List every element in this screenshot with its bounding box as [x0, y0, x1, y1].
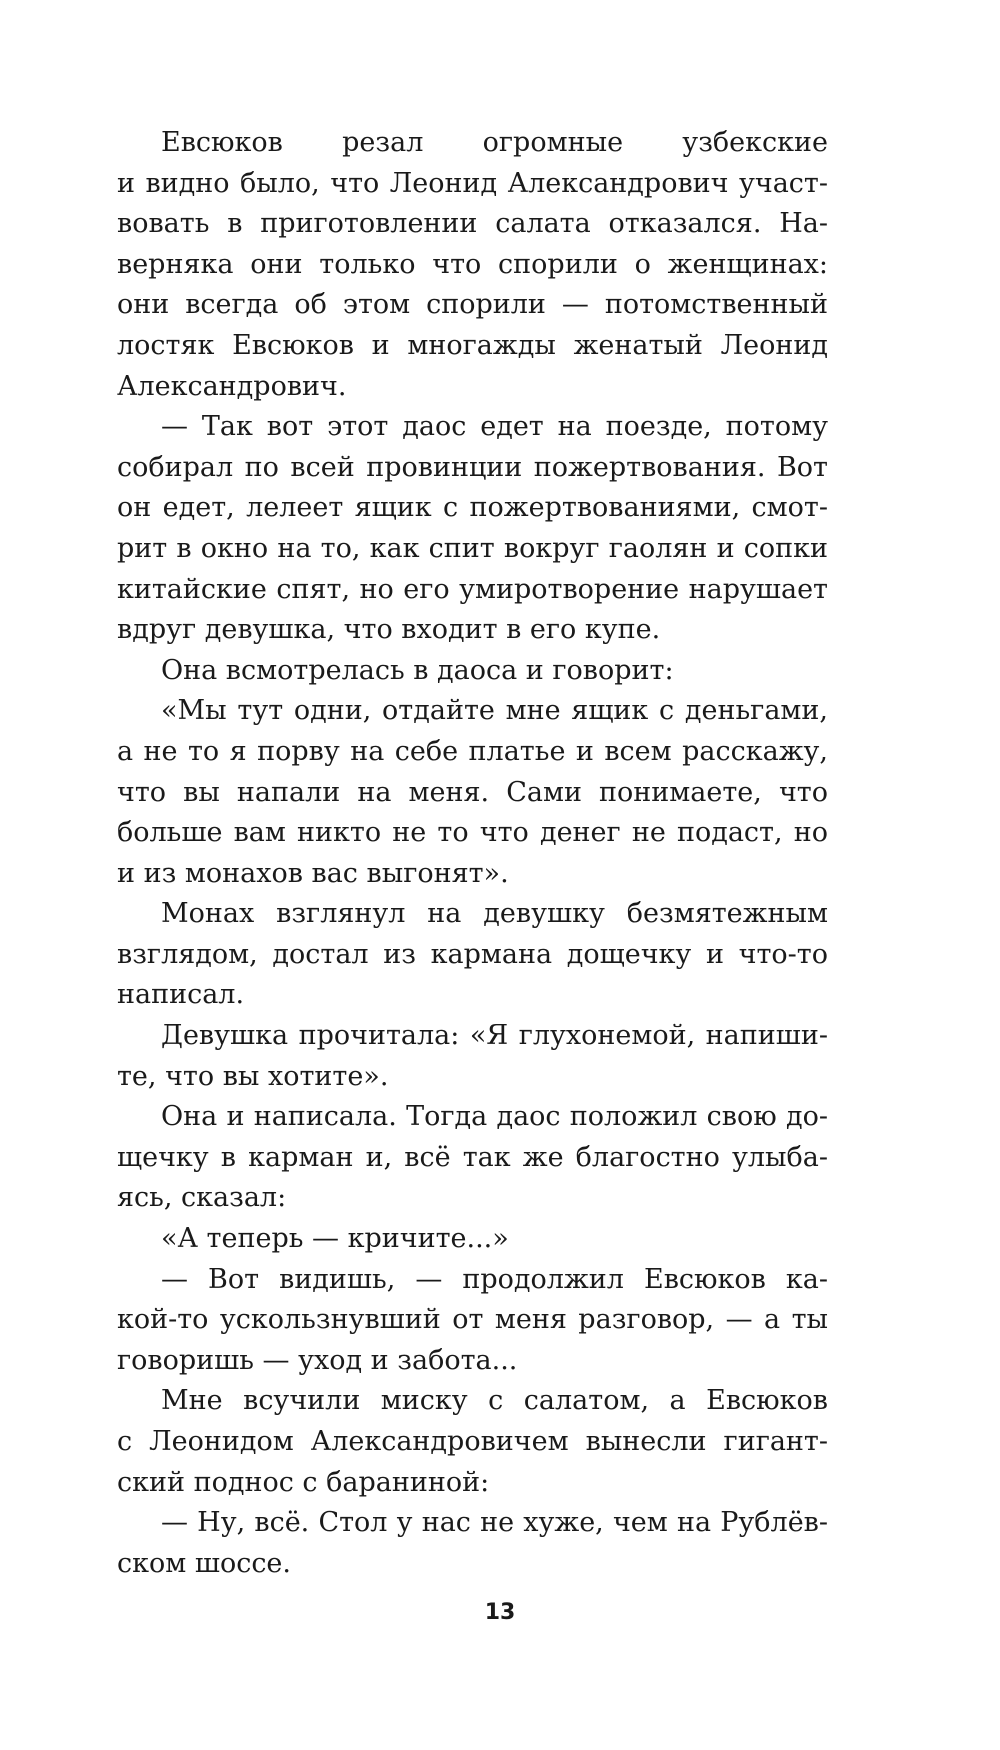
text-line: а не то я порву на себе платье и всем расскажу,: [117, 735, 828, 767]
text-line: — Так вот этот даос едет на поезде, потому: [161, 411, 828, 443]
text-line: с Леонидом Александровичем вынесли гигант-: [117, 1426, 828, 1457]
text-line: щечку в карман и, всё так же благостно улыба-: [117, 1141, 828, 1173]
text-line: ясь, сказал:: [117, 1182, 287, 1214]
text-line: вовать в приготовлении салата отказался. На-: [117, 208, 828, 240]
text-line: Александрович.: [117, 370, 347, 402]
text-line: больше вам никто не то что денег не подаст, но: [117, 817, 828, 849]
text-line: Мне всучили миску с салатом, а Евсюков: [161, 1385, 828, 1417]
page-number: 13: [484, 1600, 516, 1625]
text-line: «А теперь — кричите...»: [161, 1223, 509, 1255]
text-line: ском шоссе.: [117, 1547, 291, 1579]
text-line: лостяк Евсюков и многажды женатый Леонид: [117, 329, 828, 361]
text-line: Девушка прочитала: «Я глухонемой, напиши-: [161, 1020, 828, 1052]
text-line: ский поднос с бараниной:: [117, 1466, 490, 1498]
text-line: кой-то ускользнувший от меня разговор, — а ты: [117, 1304, 828, 1336]
text-line: вдруг девушка, что входит в его купе.: [117, 614, 661, 646]
text-line: «Мы тут одни, отдайте мне ящик с деньгами,: [161, 695, 828, 727]
text-line: он едет, лелеет ящик с пожертвованиями, смот-: [117, 492, 828, 524]
text-line: Она всмотрелась в даоса и говорит:: [161, 654, 674, 686]
body-text: [117, 123, 828, 1584]
text-line: взглядом, достал из кармана дощечку и что-то: [117, 938, 828, 970]
text-line: Евсюков резал огромные узбекские: [161, 127, 828, 158]
text-line: собирал по всей провинции пожертвования. Вот: [117, 451, 828, 483]
text-line: написал.: [117, 979, 245, 1011]
text-line: они всегда об этом спорили — потомственный: [117, 289, 828, 321]
text-line: верняка они только что спорили о женщинах:: [117, 248, 828, 280]
text-line: и видно было, что Леонид Александрович участ-: [117, 167, 828, 199]
text-line: — Ну, всё. Стол у нас не хуже, чем на Рублёв-: [161, 1507, 828, 1539]
text-line: те, что вы хотите».: [117, 1060, 389, 1092]
text-line: говоришь — уход и забота...: [117, 1344, 518, 1376]
text-line: рит в окно на то, как спит вокруг гаолян и сопки: [117, 532, 828, 564]
text-line: и из монахов вас выгонят».: [117, 857, 509, 889]
text-line: — Вот видишь, — продолжил Евсюков ка-: [161, 1263, 828, 1295]
text-line: китайские спят, но его умиротворение нарушает: [117, 573, 828, 605]
text-line: Монах взглянул на девушку безмятежным: [161, 898, 828, 930]
text-line: Она и написала. Тогда даос положил свою до-: [161, 1101, 828, 1133]
text-line: что вы напали на меня. Сами понимаете, что: [117, 776, 828, 808]
